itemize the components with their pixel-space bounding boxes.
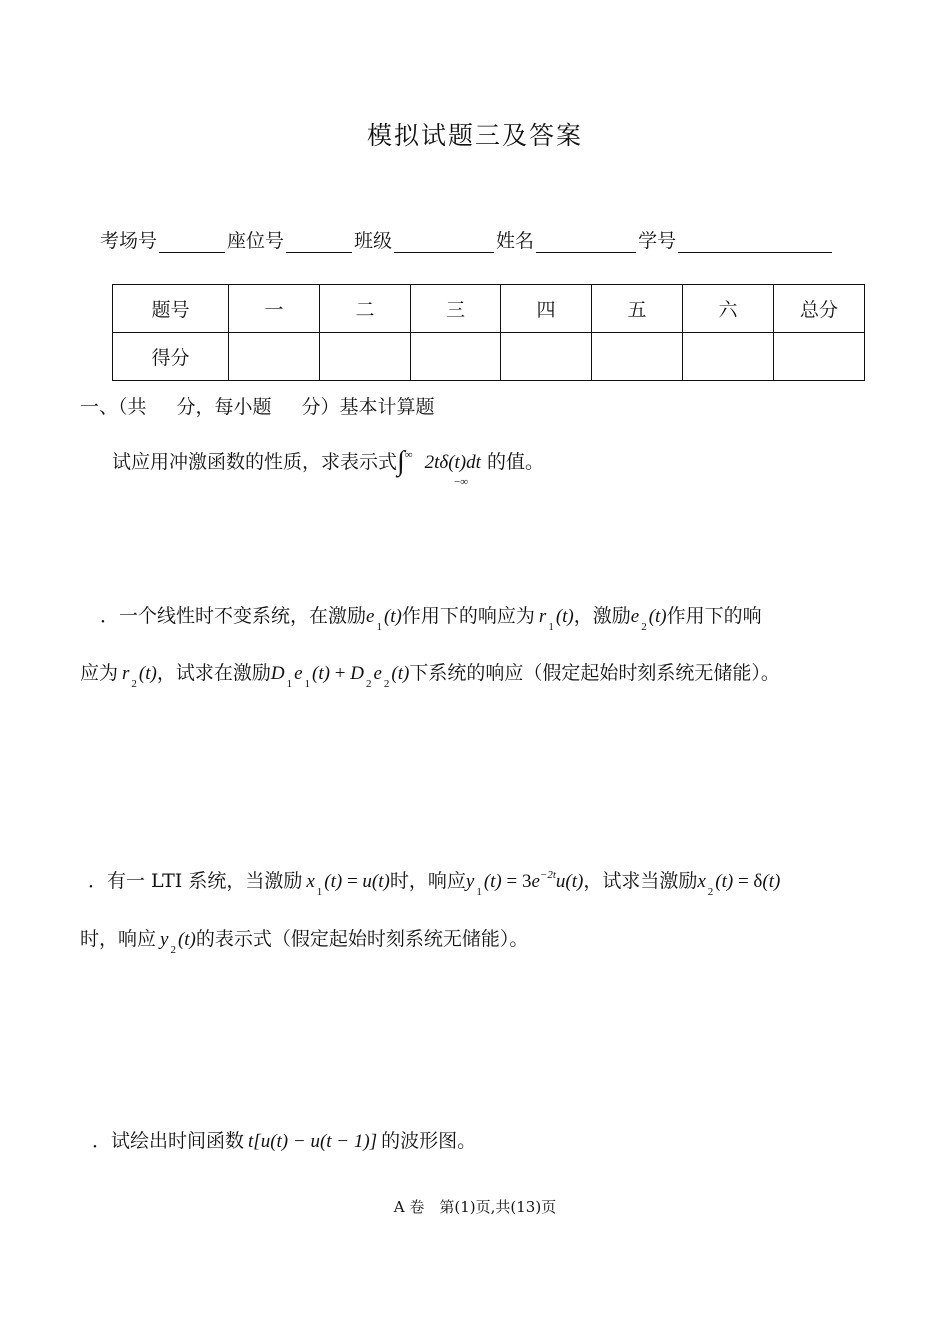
section-heading: 一、（共 分，每小题 分）基本计算题 [80, 396, 435, 418]
integral-lower-limit: −∞ [454, 476, 469, 488]
name-label: 姓名 [496, 230, 535, 252]
header-cell: 六 [683, 285, 774, 333]
score-table-score-row [113, 333, 865, 381]
header-cell: 一 [229, 285, 320, 333]
score-table-header-row [113, 285, 865, 333]
question-1: 试应用冲激函数的性质，求表示式∫∞ 2tδ(t)dt 的值。 [112, 446, 544, 477]
score-cell[interactable] [774, 333, 865, 381]
page-footer: A 卷 第(1)页,共(13)页 [393, 1198, 557, 1216]
score-cell[interactable] [683, 333, 774, 381]
question-2-line-2: 应为 r $_2$ (t)，试求在激励D $_1$ e $_1$ (t) + D $_2$ e $_2$ (t)下系统的响应（假定起始时刻系统无储能）。 [80, 662, 780, 690]
header-cell: 二 [320, 285, 411, 333]
score-row-label: 得分 [113, 333, 229, 381]
score-cell[interactable] [229, 333, 320, 381]
question-2-line-1: ．一个线性时不变系统，在激励e $_1$ (t)作用下的响应为 r $_1$ (t)，激励e $_2$ (t)作用下的响 [100, 605, 762, 633]
score-table [112, 284, 865, 381]
time-function: t[u(t) − u(t − 1)] [248, 1131, 378, 1152]
class-blank[interactable] [394, 230, 494, 253]
score-cell[interactable] [501, 333, 592, 381]
page-title: 模拟试题三及答案 [366, 121, 583, 150]
name-blank[interactable] [536, 230, 636, 253]
class-label: 班级 [354, 230, 393, 252]
header-cell: 题号 [113, 285, 229, 333]
header-cell: 三 [411, 285, 501, 333]
integral-sign: ∫ [397, 446, 405, 477]
student-info-line [100, 226, 834, 253]
student-id-label: 学号 [638, 230, 677, 252]
integrand: 2tδ(t)dt [424, 452, 481, 473]
student-id-blank[interactable] [678, 230, 832, 253]
question-3-line-2: 时，响应 y $_2$ (t)的表示式（假定起始时刻系统无储能）。 [80, 928, 529, 956]
header-cell: 总分 [774, 285, 865, 333]
question-3-line-1: ．有一 LTI 系统，当激励 x $_1$ (t) = u(t)时，响应y $_1$ $(t) = 3e^{-2t}u(t)$，试求当激励x $_2$ (t) = δ(t) [88, 869, 781, 898]
score-cell[interactable] [320, 333, 411, 381]
seat-blank[interactable] [286, 230, 352, 253]
question-4: ．试绘出时间函数 t[u(t) − u(t − 1)] 的波形图。 [92, 1130, 477, 1152]
exam-room-blank[interactable] [159, 230, 225, 253]
score-cell[interactable] [411, 333, 501, 381]
header-cell: 五 [592, 285, 683, 333]
score-cell[interactable] [592, 333, 683, 381]
exam-room-label: 考场号 [100, 230, 158, 252]
header-cell: 四 [501, 285, 592, 333]
seat-label: 座位号 [227, 230, 285, 252]
integral-upper-limit: ∞ [404, 449, 413, 461]
